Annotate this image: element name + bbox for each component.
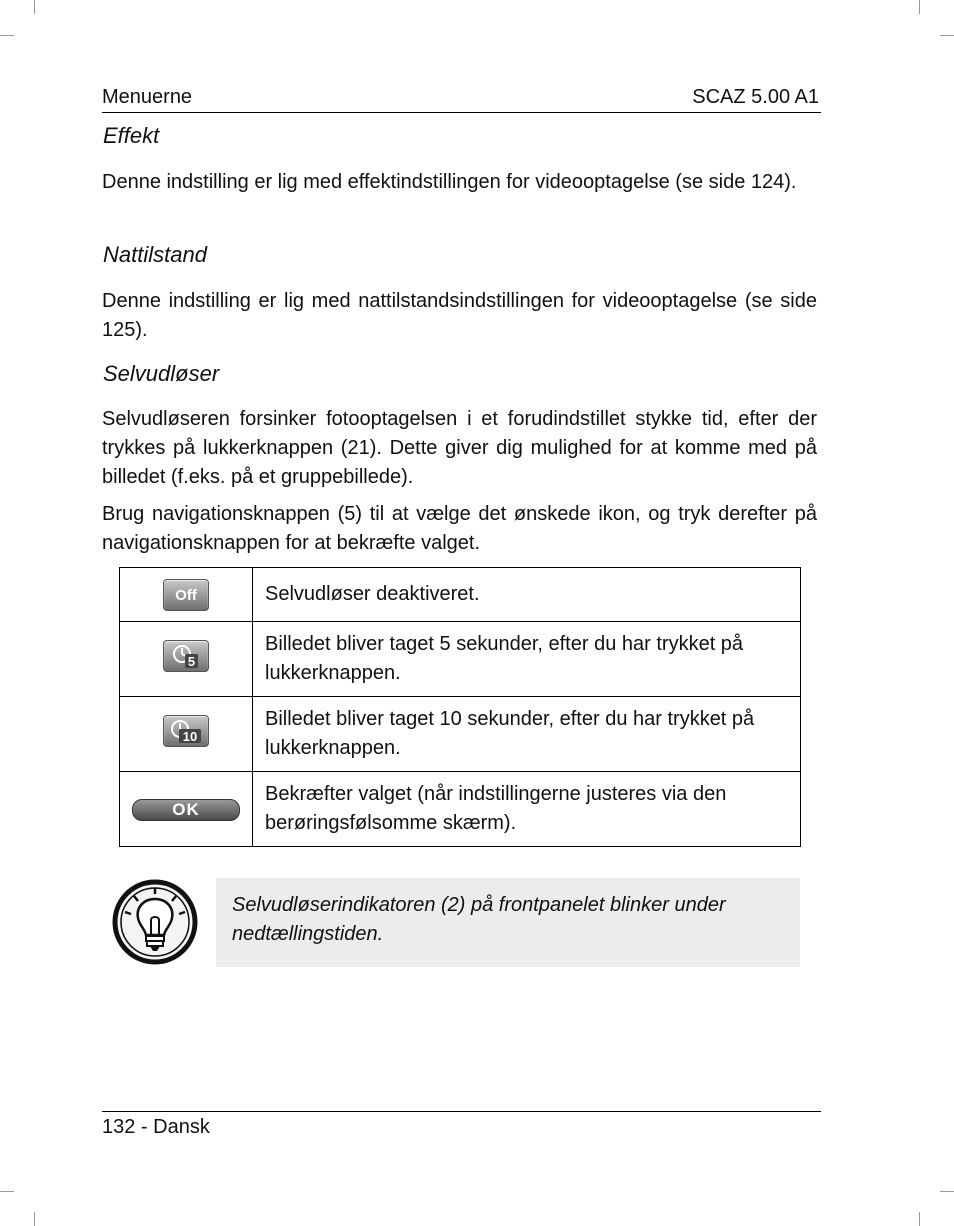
page-footer	[102, 1111, 821, 1139]
crop-mark	[940, 1191, 954, 1192]
heading-effekt: Effekt	[103, 123, 160, 148]
note-box	[216, 878, 800, 967]
paragraph-effekt: Denne indstilling er lig med effektindstillingen for videooptagelse (se side 124).	[102, 171, 797, 193]
paragraph-nattilstand: Denne indstilling er lig med nattilstandsindstillingen for videooptagelse (se side 125).	[102, 290, 817, 341]
crop-mark	[0, 35, 14, 36]
crop-mark	[34, 1212, 35, 1226]
timer-10-seconds-icon	[163, 715, 209, 747]
svg-text:10: 10	[182, 729, 198, 744]
header-model-number: SCAZ 5.00 A1	[692, 86, 819, 108]
header-section-title: Menuerne	[102, 86, 193, 108]
table-row	[120, 622, 801, 697]
crop-mark	[940, 35, 954, 36]
heading-nattilstand: Nattilstand	[103, 242, 207, 267]
self-timer-options-table	[119, 567, 801, 847]
svg-text:5: 5	[187, 654, 196, 669]
crop-mark	[919, 1212, 920, 1226]
table-row	[120, 568, 801, 622]
option-description: Billedet bliver taget 5 sekunder, efter du har trykket på lukkerknappen.	[253, 622, 801, 697]
note-text: Selvudløserindikatoren (2) på frontpanelet blinker under nedtællingstiden.	[232, 894, 726, 945]
heading-selvudloser: Selvudløser	[103, 361, 220, 386]
table-row	[120, 772, 801, 847]
page-number: 132 - Dansk	[102, 1116, 210, 1138]
timer-5-seconds-icon	[163, 640, 209, 672]
option-description: Billedet bliver taget 10 sekunder, efter du har trykket på lukkerknappen.	[253, 697, 801, 772]
table-row	[120, 697, 801, 772]
crop-mark	[34, 0, 35, 14]
paragraph-selvudloser-intro: Selvudløseren forsinker fotooptagelsen i et forudindstillet stykke tid, efter der trykkes på lukkerknappen (21). Dette giver dig mulighed for at komme med på billedet (f.eks. på et gruppebillede).	[102, 408, 817, 488]
option-description: Selvudløser deaktiveret.	[253, 568, 801, 622]
self-timer-off-icon: Off	[163, 579, 209, 611]
page-header	[102, 86, 821, 113]
crop-mark	[919, 0, 920, 14]
option-description: Bekræfter valget (når indstillingerne justeres via den berøringsfølsomme skærm).	[253, 772, 801, 847]
crop-mark	[0, 1191, 14, 1192]
lightbulb-icon	[112, 879, 198, 965]
ok-button-icon: OK	[132, 799, 240, 821]
paragraph-selvudloser-usage: Brug navigationsknappen (5) til at vælge det ønskede ikon, og tryk derefter på navigationsknappen for at bekræfte valget.	[102, 503, 817, 554]
